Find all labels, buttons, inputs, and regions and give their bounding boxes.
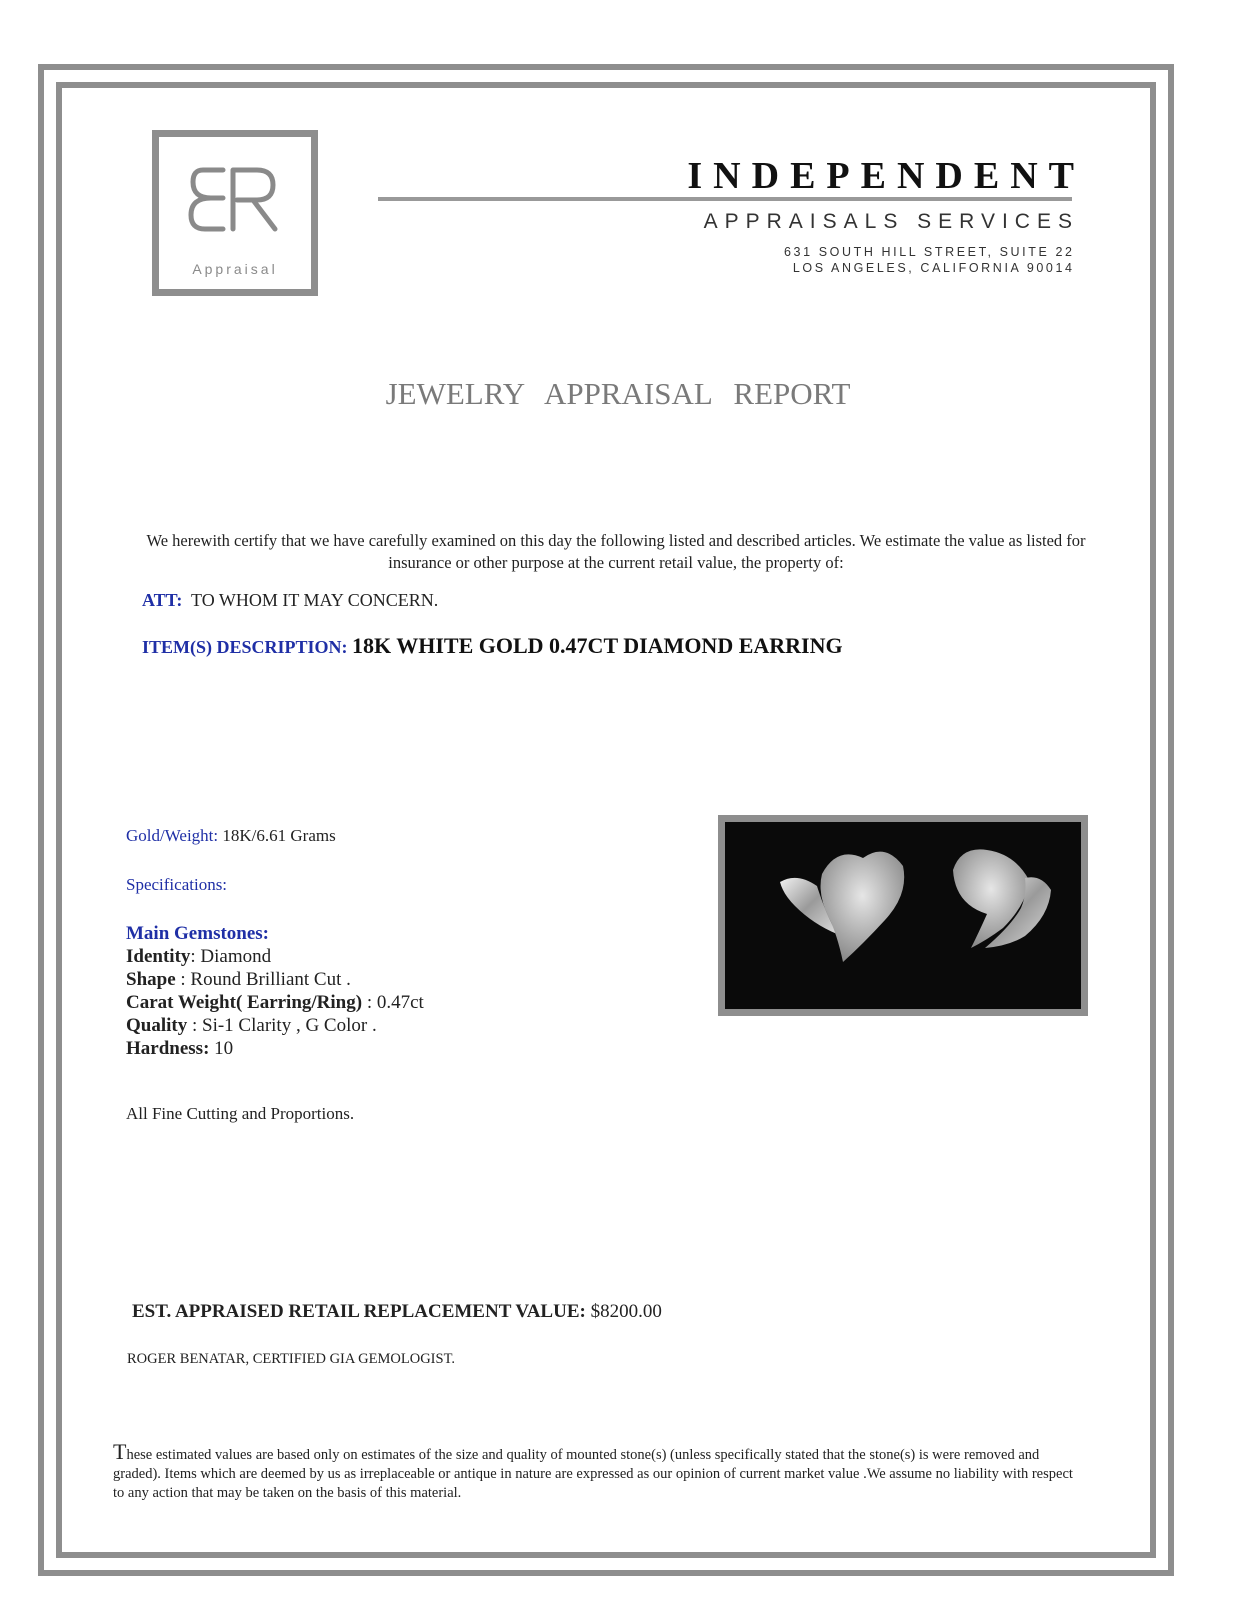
identity-value: : Diamond: [190, 946, 272, 967]
logo-inner: [159, 137, 311, 289]
identity-row: [126, 946, 271, 968]
gold-weight-label: Gold/Weight:: [126, 826, 219, 845]
address-line-2: LOS ANGELES, CALIFORNIA 90014: [792, 261, 1075, 275]
identity-label: Identity: [126, 946, 191, 967]
att-value: TO WHOM IT MAY CONCERN.: [191, 590, 439, 610]
br-appraisal-logo: [152, 130, 318, 296]
disclaimer-text: hese estimated values are based only on estimates of the size and quality of mounted stone(s) (unless specifically stated that the stone(s) is were removed and graded). Items which are deemed by us as irreplaceable or antique in nature are expressed as our opinion of current market value .We assume no liability with respect to any action that may be taken on the basis of this material.: [113, 1447, 1073, 1501]
earring-photo-frame: [718, 815, 1088, 1016]
gold-weight-value: 18K/6.61 Grams: [222, 826, 336, 845]
shape-label: Shape: [126, 969, 176, 990]
company-name: INDEPENDENT: [687, 155, 1085, 197]
hardness-value: 10: [209, 1038, 234, 1059]
appraised-value-label: EST. APPRAISED RETAIL REPLACEMENT VALUE:: [132, 1301, 586, 1322]
carat-weight-label: Carat Weight( Earring/Ring): [126, 992, 363, 1013]
logo-wordmark: Appraisal: [192, 261, 278, 277]
certification-text: We herewith certify that we have carefully examined on this day the following listed and described articles. We estimate the value as listed for insurance or other purpose at the current retail value, the property of:: [146, 531, 1086, 572]
hardness-label: Hardness:: [126, 1038, 210, 1059]
item-description-value: 18K WHITE GOLD 0.47CT DIAMOND EARRING: [352, 633, 843, 658]
cutting-note: All Fine Cutting and Proportions.: [126, 1104, 355, 1123]
heart-earrings-illustration: [725, 822, 1081, 1009]
company-subtitle: APPRAISALS SERVICES: [703, 210, 1079, 233]
earring-photo: [725, 822, 1081, 1009]
quality-label: Quality: [126, 1015, 188, 1036]
appraised-value-amount: $8200.00: [590, 1301, 662, 1322]
appraised-value-line: [132, 1301, 662, 1323]
att-label: ATT:: [142, 590, 183, 610]
quality-row: [126, 1015, 377, 1037]
carat-weight-value: : 0.47ct: [362, 992, 424, 1013]
att-line: [142, 590, 438, 611]
hardness-row: [126, 1038, 233, 1060]
disclaimer-initial: T: [113, 1439, 127, 1464]
specifications-label: Specifications:: [126, 875, 228, 894]
item-description-label: ITEM(S) DESCRIPTION:: [142, 637, 348, 657]
gemologist-signature-line: ROGER BENATAR, CERTIFIED GIA GEMOLOGIST.: [127, 1351, 455, 1367]
quality-value: : Si-1 Clarity , G Color .: [187, 1015, 377, 1036]
carat-weight-row: [126, 992, 424, 1014]
disclaimer: [113, 1439, 1073, 1503]
shape-value: : Round Brilliant Cut .: [175, 969, 351, 990]
br-monogram-icon: [159, 165, 311, 240]
header-rule: [378, 197, 1072, 201]
main-gemstones-label: Main Gemstones:: [126, 923, 270, 944]
item-description-line: [142, 633, 843, 659]
address-line-1: 631 SOUTH HILL STREET, SUITE 22: [783, 245, 1075, 259]
report-title: JEWELRY APPRAISAL REPORT: [385, 376, 851, 411]
shape-row: [126, 969, 351, 991]
gold-weight-row: [126, 826, 336, 846]
